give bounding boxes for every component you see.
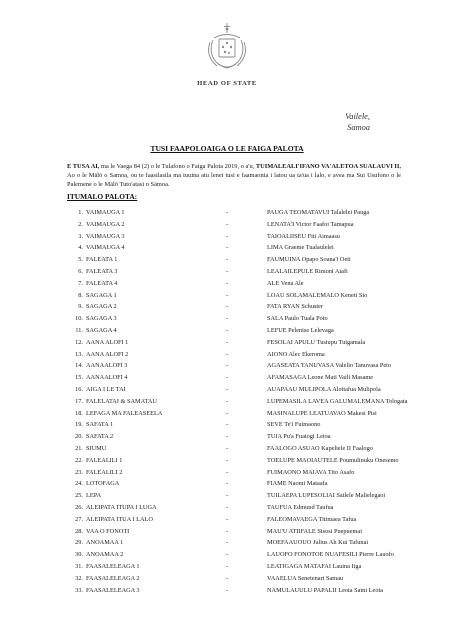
row-number: 31. xyxy=(75,562,83,570)
row-separator: - xyxy=(226,468,229,476)
table-row xyxy=(0,431,454,443)
table-row xyxy=(0,219,454,231)
section-title: ITUMALO PALOTA: xyxy=(67,192,138,201)
member-name: AGASEATA TANUVASA Valelio Tanuvasa Peto xyxy=(267,362,392,370)
constituency-list xyxy=(0,207,454,596)
row-number: 30. xyxy=(75,551,83,559)
row-number: 27. xyxy=(75,515,83,523)
district-name: AANAALOFI 3 xyxy=(86,362,128,370)
district-name: AIGA I LE TAI xyxy=(86,385,126,393)
table-row xyxy=(0,419,454,431)
row-separator: - xyxy=(226,444,229,452)
table-row xyxy=(0,290,454,302)
member-name: FALEOMAVAEGA Titimaea Tafua xyxy=(267,515,357,523)
row-number: 6. xyxy=(78,267,83,275)
row-number: 12. xyxy=(75,338,83,346)
row-separator: - xyxy=(226,244,229,252)
intro-part-1: ma le Vaega 84 (2) o le Tulafono o Faiga Palota 2019, o a'u, xyxy=(99,163,256,170)
row-separator: - xyxy=(226,338,229,346)
table-row xyxy=(0,478,454,490)
table-row xyxy=(0,396,454,408)
row-number: 24. xyxy=(75,480,83,488)
row-separator: - xyxy=(226,574,229,582)
table-row xyxy=(0,573,454,585)
intro-part-2: Ao o le Mālō o Samoa, ou te faasilasila ma tuuina atu lenei tusi e faamaonia i latou ua ta'ua i lalo, e avea ma Sui Usufono o le Palemene o le Mālō Tuto'atasi o Sāmoa. xyxy=(67,172,401,188)
district-name: SAGAGA 4 xyxy=(86,326,117,334)
row-separator: - xyxy=(226,492,229,500)
row-separator: - xyxy=(226,220,229,228)
row-separator: - xyxy=(226,326,229,334)
table-row xyxy=(0,490,454,502)
member-name: LEFUE Pelenise Lelevaga xyxy=(267,326,334,334)
district-name: FALEATA 3 xyxy=(86,267,118,275)
member-name: AFAMASAGA Leone Mati Vaili Masame xyxy=(267,374,374,382)
row-separator: - xyxy=(226,267,229,275)
row-number: 21. xyxy=(75,444,83,452)
row-number: 19. xyxy=(75,421,83,429)
place-of-issue xyxy=(345,111,370,133)
table-row xyxy=(0,443,454,455)
row-number: 2. xyxy=(78,220,83,228)
member-name: AIONO Alec Ekeroma xyxy=(267,350,325,358)
member-name: FAUMUINA Opapo Soana'i Oeti xyxy=(267,256,351,264)
district-name: ANOAMAA 1 xyxy=(86,539,124,547)
member-name: AUAPAAU MULIPOLA Aloitafua Mulipola xyxy=(267,385,381,393)
intro-paragraph xyxy=(67,162,401,189)
row-separator: - xyxy=(226,539,229,547)
table-row xyxy=(0,467,454,479)
table-row xyxy=(0,313,454,325)
member-name: NAMULAUULU PAPALII Leota Sami Leota xyxy=(267,586,384,594)
row-separator: - xyxy=(226,433,229,441)
district-name: FALEATA 4 xyxy=(86,279,118,287)
row-separator: - xyxy=(226,315,229,323)
table-row xyxy=(0,502,454,514)
place-line-2: Samoa xyxy=(347,123,370,132)
member-name: TUIA Pu'a Fuatogi Letoa xyxy=(267,433,331,441)
samoa-coat-of-arms-icon xyxy=(204,22,250,72)
table-row xyxy=(0,384,454,396)
district-name: AANAALOFI 4 xyxy=(86,374,128,382)
row-separator: - xyxy=(226,279,229,287)
district-name: AANA ALOFI 2 xyxy=(86,350,129,358)
member-name: ALE Vena Ale xyxy=(267,279,304,287)
row-separator: - xyxy=(226,362,229,370)
table-row xyxy=(0,455,454,467)
table-row xyxy=(0,526,454,538)
member-name: LAUOFO FONOTOE NUAFESILI Pierre Lauofo xyxy=(267,551,394,559)
row-separator: - xyxy=(226,551,229,559)
table-row xyxy=(0,537,454,549)
row-separator: - xyxy=(226,232,229,240)
row-number: 17. xyxy=(75,397,83,405)
member-name: TUILAEPA LUPESOLIAI Sailele Malielegaoi xyxy=(267,492,386,500)
member-name: FAALOGO ASUAO Kapeliele II Faalogo xyxy=(267,444,373,452)
district-name: SAGAGA 1 xyxy=(86,291,117,299)
district-name: FALELATAI & SAMATAU xyxy=(86,397,157,405)
district-name: VAIMAUGA 1 xyxy=(86,209,125,216)
intro-head-of-state-name: TUIMALEALI'IFANO VA'ALETOA SUALAUVI II, xyxy=(255,163,402,170)
member-name: MAU'U ATIIFALE Sisosi Puepuemai xyxy=(267,527,362,535)
table-row xyxy=(0,278,454,290)
district-name: FALEALILI 2 xyxy=(86,468,123,476)
table-row xyxy=(0,242,454,254)
member-name: LIMA Graeme Tualaulelei xyxy=(267,244,334,252)
row-number: 20. xyxy=(75,433,83,441)
row-number: 7. xyxy=(78,279,83,287)
row-separator: - xyxy=(226,562,229,570)
district-name: AANA ALOFI 1 xyxy=(86,338,129,346)
member-name: LENATA'I Victor Faafoi Tamapua xyxy=(267,220,354,228)
row-separator: - xyxy=(226,409,229,417)
district-name: FAASALELEAGA 2 xyxy=(86,574,140,582)
row-separator: - xyxy=(226,586,229,594)
row-number: 28. xyxy=(75,527,83,535)
district-name: SAGAGA 3 xyxy=(86,315,117,323)
member-name: SEVE Te'i Fuimaono xyxy=(267,421,321,429)
table-row xyxy=(0,549,454,561)
row-number: 9. xyxy=(78,303,83,311)
member-name: PAUGA TEOMATAVUI Talalelei Pauga xyxy=(267,209,370,216)
district-name: SAFATA 1 xyxy=(86,421,114,429)
district-name: VAIMAUGA 2 xyxy=(86,220,125,228)
district-name: FAASALELEAGA 1 xyxy=(86,562,140,570)
row-separator: - xyxy=(226,374,229,382)
table-row xyxy=(0,337,454,349)
district-name: LOTOFAGA xyxy=(86,480,120,488)
district-name: FALEATA 1 xyxy=(86,256,118,264)
table-row xyxy=(0,585,454,597)
place-line-1: Vailele, xyxy=(345,112,370,121)
table-row xyxy=(0,408,454,420)
member-name: FESOLAI APULU Tusiupu Tuigamala xyxy=(267,338,366,346)
row-number: 15. xyxy=(75,374,83,382)
row-separator: - xyxy=(226,303,229,311)
district-name: SIUMU xyxy=(86,444,107,452)
row-number: 33. xyxy=(75,586,83,594)
row-separator: - xyxy=(226,385,229,393)
member-name: LEATIGAGA MATAFAI Lauina Iiga xyxy=(267,562,362,570)
district-name: ANOAMAA 2 xyxy=(86,551,124,559)
row-number: 10. xyxy=(75,315,83,323)
district-name: VAA O FONOTI xyxy=(86,527,130,535)
table-row xyxy=(0,349,454,361)
row-number: 32. xyxy=(75,574,83,582)
district-name: LEFAGA MA FALEASEELA xyxy=(86,409,163,417)
member-name: TAIOALIISEU Fiti Aimaasu xyxy=(267,232,340,240)
row-separator: - xyxy=(226,527,229,535)
row-number: 13. xyxy=(75,350,83,358)
district-name: VAIMAUGA 3 xyxy=(86,232,125,240)
row-number: 18. xyxy=(75,409,83,417)
table-row xyxy=(0,231,454,243)
row-separator: - xyxy=(226,515,229,523)
district-name: FAASALELEAGA 3 xyxy=(86,586,140,594)
row-number: 1. xyxy=(78,209,83,216)
district-name: SAGAGA 2 xyxy=(86,303,117,311)
district-name: SAFATA 2 xyxy=(86,433,114,441)
table-row xyxy=(0,360,454,372)
member-name: SALA Paulo Tuala Poto xyxy=(267,315,328,323)
row-number: 16. xyxy=(75,385,83,393)
row-number: 26. xyxy=(75,503,83,511)
row-number: 25. xyxy=(75,492,83,500)
row-separator: - xyxy=(226,209,229,216)
table-row xyxy=(0,266,454,278)
district-name: LEPA xyxy=(86,492,102,500)
row-number: 14. xyxy=(75,362,83,370)
row-separator: - xyxy=(226,503,229,511)
district-name: FALEALILI 1 xyxy=(86,456,123,464)
table-row xyxy=(0,301,454,313)
member-name: FIAME Naomi Mataafa xyxy=(267,480,328,488)
row-separator: - xyxy=(226,256,229,264)
member-name: LUPEMASILA LAVEA GALUMALEMANA Tologata xyxy=(267,397,408,405)
table-row xyxy=(0,325,454,337)
row-separator: - xyxy=(226,397,229,405)
table-row xyxy=(0,561,454,573)
district-name: VAIMAUGA 4 xyxy=(86,244,125,252)
row-number: 8. xyxy=(78,291,83,299)
member-name: TOELUPE MAOIAUTELE Poumulinuku Onesemo xyxy=(267,456,399,464)
table-row xyxy=(0,514,454,526)
member-name: FUIMAONO MAIAVA Tito Asafo xyxy=(267,468,355,476)
member-name: FATA RYAN Schuster xyxy=(267,303,324,311)
member-name: LEALAILEPULE Rimoni Aiafi xyxy=(267,267,348,275)
row-separator: - xyxy=(226,350,229,358)
member-name: VAAELUA Senetenari Samau xyxy=(267,574,344,582)
district-name: ALEIPATA ITUA I LALO xyxy=(86,515,153,523)
member-name: TAUFUA Edmund Taufua xyxy=(267,503,334,511)
intro-lead: E TUSA AI, xyxy=(67,163,100,170)
table-row xyxy=(0,254,454,266)
member-name: MOEFAAUOUO Julius Ah Kui Tafunai xyxy=(267,539,369,547)
row-number: 4. xyxy=(78,244,83,252)
row-number: 22. xyxy=(75,456,83,464)
office-heading: HEAD OF STATE xyxy=(197,80,257,87)
table-row xyxy=(0,372,454,384)
member-name: MASINALUPE LEATUAVAO Makesi Pisi xyxy=(267,409,377,417)
row-number: 3. xyxy=(78,232,83,240)
row-number: 5. xyxy=(78,256,83,264)
member-name: LOAU SOLAMALEMALO Keneti Sio xyxy=(267,291,368,299)
row-separator: - xyxy=(226,456,229,464)
row-number: 29. xyxy=(75,539,83,547)
row-number: 23. xyxy=(75,468,83,476)
row-separator: - xyxy=(226,480,229,488)
row-number: 11. xyxy=(75,326,83,334)
district-name: ALEIPATA ITUPA I LUGA xyxy=(86,503,157,511)
table-row xyxy=(0,207,454,219)
document-title: TUSI FAAPOLOAIGA O LE FAIGA PALOTA xyxy=(150,144,304,153)
row-separator: - xyxy=(226,421,229,429)
row-separator: - xyxy=(226,291,229,299)
